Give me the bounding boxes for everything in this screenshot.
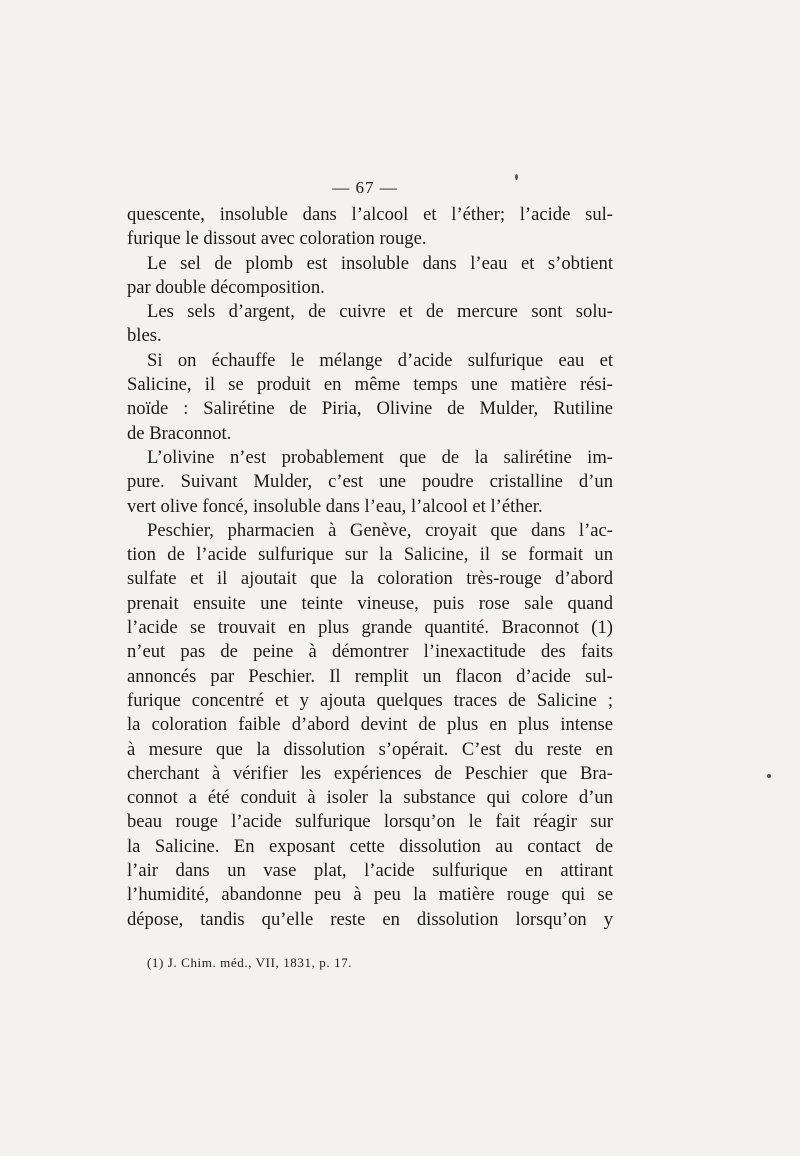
text-line: furique le dissout avec coloration rouge. [127, 228, 427, 250]
text-line: Les sels d’argent, de cuivre et de mercure sont solu- [147, 301, 613, 323]
text-line: L’olivine n’est probablement que de la salirétine im- [147, 446, 613, 468]
ink-speck [767, 774, 771, 778]
page-number: — 67 — [332, 178, 398, 197]
text-line: de Braconnot. [127, 422, 232, 444]
ink-speck [515, 174, 518, 180]
text-line: beau rouge l’acide sulfurique lorsqu’on le fait réagir sur [127, 811, 613, 833]
text-line: noïde : Salirétine de Piria, Olivine de Mulder, Rutiline [127, 398, 613, 420]
text-line: l’humidité, abandonne peu à peu la matière rouge qui se [127, 884, 613, 906]
text-line: Si on échauffe le mélange d’acide sulfurique eau et [147, 349, 613, 371]
text-line: pure. Suivant Mulder, c’est une poudre cristalline d’un [127, 471, 613, 493]
text-line: annoncés par Peschier. Il remplit un flacon d’acide sul- [127, 665, 613, 687]
text-line: quescente, insoluble dans l’alcool et l’éther; l’acide sul- [127, 204, 613, 225]
text-line: prenait ensuite une teinte vineuse, puis rose sale quand [127, 592, 613, 614]
body-text [127, 203, 613, 932]
text-line: connot a été conduit à isoler la substance qui colore d’un [127, 787, 613, 809]
text-line: Salicine, il se produit en même temps une matière rési- [127, 374, 613, 396]
text-line: Le sel de plomb est insoluble dans l’eau et s’obtient [147, 252, 613, 274]
text-line: bles. [127, 325, 162, 347]
text-line: la coloration faible d’abord devint de plus en plus intense [127, 714, 613, 736]
text-line: à mesure que la dissolution s’opérait. C’est du reste en [127, 738, 613, 760]
text-line: dépose, tandis qu’elle reste en dissolution lorsqu’on y [127, 908, 613, 930]
text-line: furique concentré et y ajouta quelques traces de Salicine ; [127, 689, 613, 711]
text-line: Peschier, pharmacien à Genève, croyait que dans l’ac- [147, 519, 613, 541]
text-line: l’acide se trouvait en plus grande quantité. Braconnot (1) [127, 617, 613, 639]
footnote: (1) J. Chim. méd., VII, 1831, p. 17. [147, 955, 353, 970]
text-line: tion de l’acide sulfurique sur la Salicine, il se formait un [127, 544, 613, 566]
text-line: vert olive foncé, insoluble dans l’eau, l’alcool et l’éther. [127, 495, 543, 517]
text-line: l’air dans un vase plat, l’acide sulfurique en attirant [127, 860, 613, 882]
text-line: cherchant à vérifier les expériences de Peschier que Bra- [127, 762, 613, 784]
text-line: par double décomposition. [127, 276, 325, 298]
text-line: n’eut pas de peine à démontrer l’inexactitude des faits [127, 641, 613, 663]
text-line: la Salicine. En exposant cette dissolution au contact de [127, 835, 613, 857]
text-line: sulfate et il ajoutait que la coloration très-rouge d’abord [127, 568, 613, 590]
